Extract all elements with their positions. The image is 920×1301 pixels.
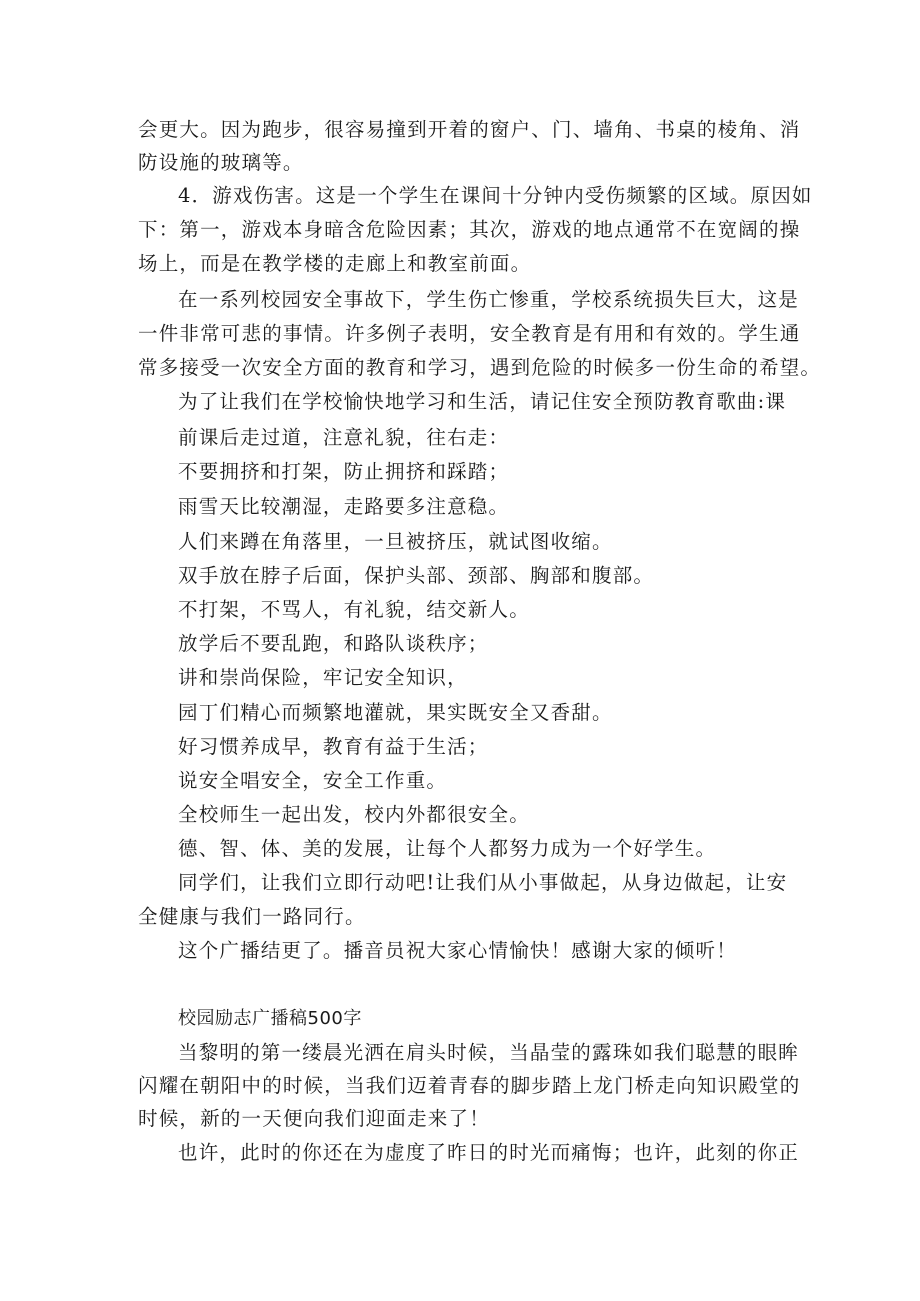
text-line: 园丁们精心而频繁地灌就，果实既安全又香甜。 [178,701,613,724]
text-line: 双手放在脖子后面，保护头部、颈部、胸部和腹部。 [178,564,655,587]
text-line: 在一系列校园安全事故下，学生伤亡惨重，学校系统损失巨大，这是 [178,288,800,311]
text-line: 同学们，让我们立即行动吧!让我们从小事做起，从身边做起，让安 [178,871,788,894]
text-line: 好习惯养成早，教育有益于生活； [178,735,489,758]
text-line: 说安全唱安全，安全工作重。 [178,769,448,792]
text-line: 人们来蹲在角落里，一旦被挤压，就试图收缩。 [178,530,613,553]
text-line: 一件非常可悲的事情。许多例子表明，安全教育是有用和有效的。学生通 [138,322,801,345]
text-line: 防设施的玻璃等。 [138,151,304,174]
text-line: 为了让我们在学校愉快地学习和生活，请记住安全预防教育歌曲:课 [178,390,787,413]
text-line: 场上，而是在教学楼的走廊上和教室前面。 [138,252,532,275]
text-line: 当黎明的第一缕晨光洒在肩头时候，当晶莹的露珠如我们聪慧的眼眸 [178,1041,800,1064]
text-line: 前课后走过道，注意礼貌，往右走： [178,426,510,449]
text-line: 常多接受一次安全方面的教育和学习，遇到危险的时候多一份生命的希望。 [138,356,822,379]
text-line: 下：第一，游戏本身暗含危险因素；其次，游戏的地点通常不在宽阔的操 [138,218,801,241]
text-line: 德、智、体、美的发展，让每个人都努力成为一个好学生。 [178,837,717,860]
text-line: 全健康与我们一路同行。 [138,905,366,928]
text-line: 雨雪天比较潮湿，走路要多注意稳。 [178,495,510,518]
text-line: 闪耀在朝阳中的时候，当我们迈着青春的脚步踏上龙门桥走向知识殿堂的 [138,1074,801,1097]
text-line: 不打架，不骂人，有礼貌，结交新人。 [178,598,530,621]
section-title: 校园励志广播稿500字 [178,1008,362,1029]
text-line: 放学后不要乱跑，和路队谈秩序； [178,632,489,655]
text-line: 讲和崇尚保险，牢记安全知识， [178,666,468,689]
text-line: 也许，此时的你还在为虚度了昨日的时光而痛悔；也许，此刻的你正 [178,1141,800,1164]
text-line: 会更大。因为跑步，很容易撞到开着的窗户、门、墙角、书桌的棱角、消 [138,118,801,141]
text-line: 不要拥挤和打架，防止拥挤和踩踏； [178,460,510,483]
text-line: 时候，新的一天便向我们迎面走来了！ [138,1107,490,1130]
text-line: 全校师生一起出发，校内外都很安全。 [178,803,530,826]
text-line: 这个广播结更了。播音员祝大家心情愉快！感谢大家的倾听！ [178,939,737,962]
text-line: 4．游戏伤害。这是一个学生在课间十分钟内受伤频繁的区域。原因如 [178,184,813,207]
